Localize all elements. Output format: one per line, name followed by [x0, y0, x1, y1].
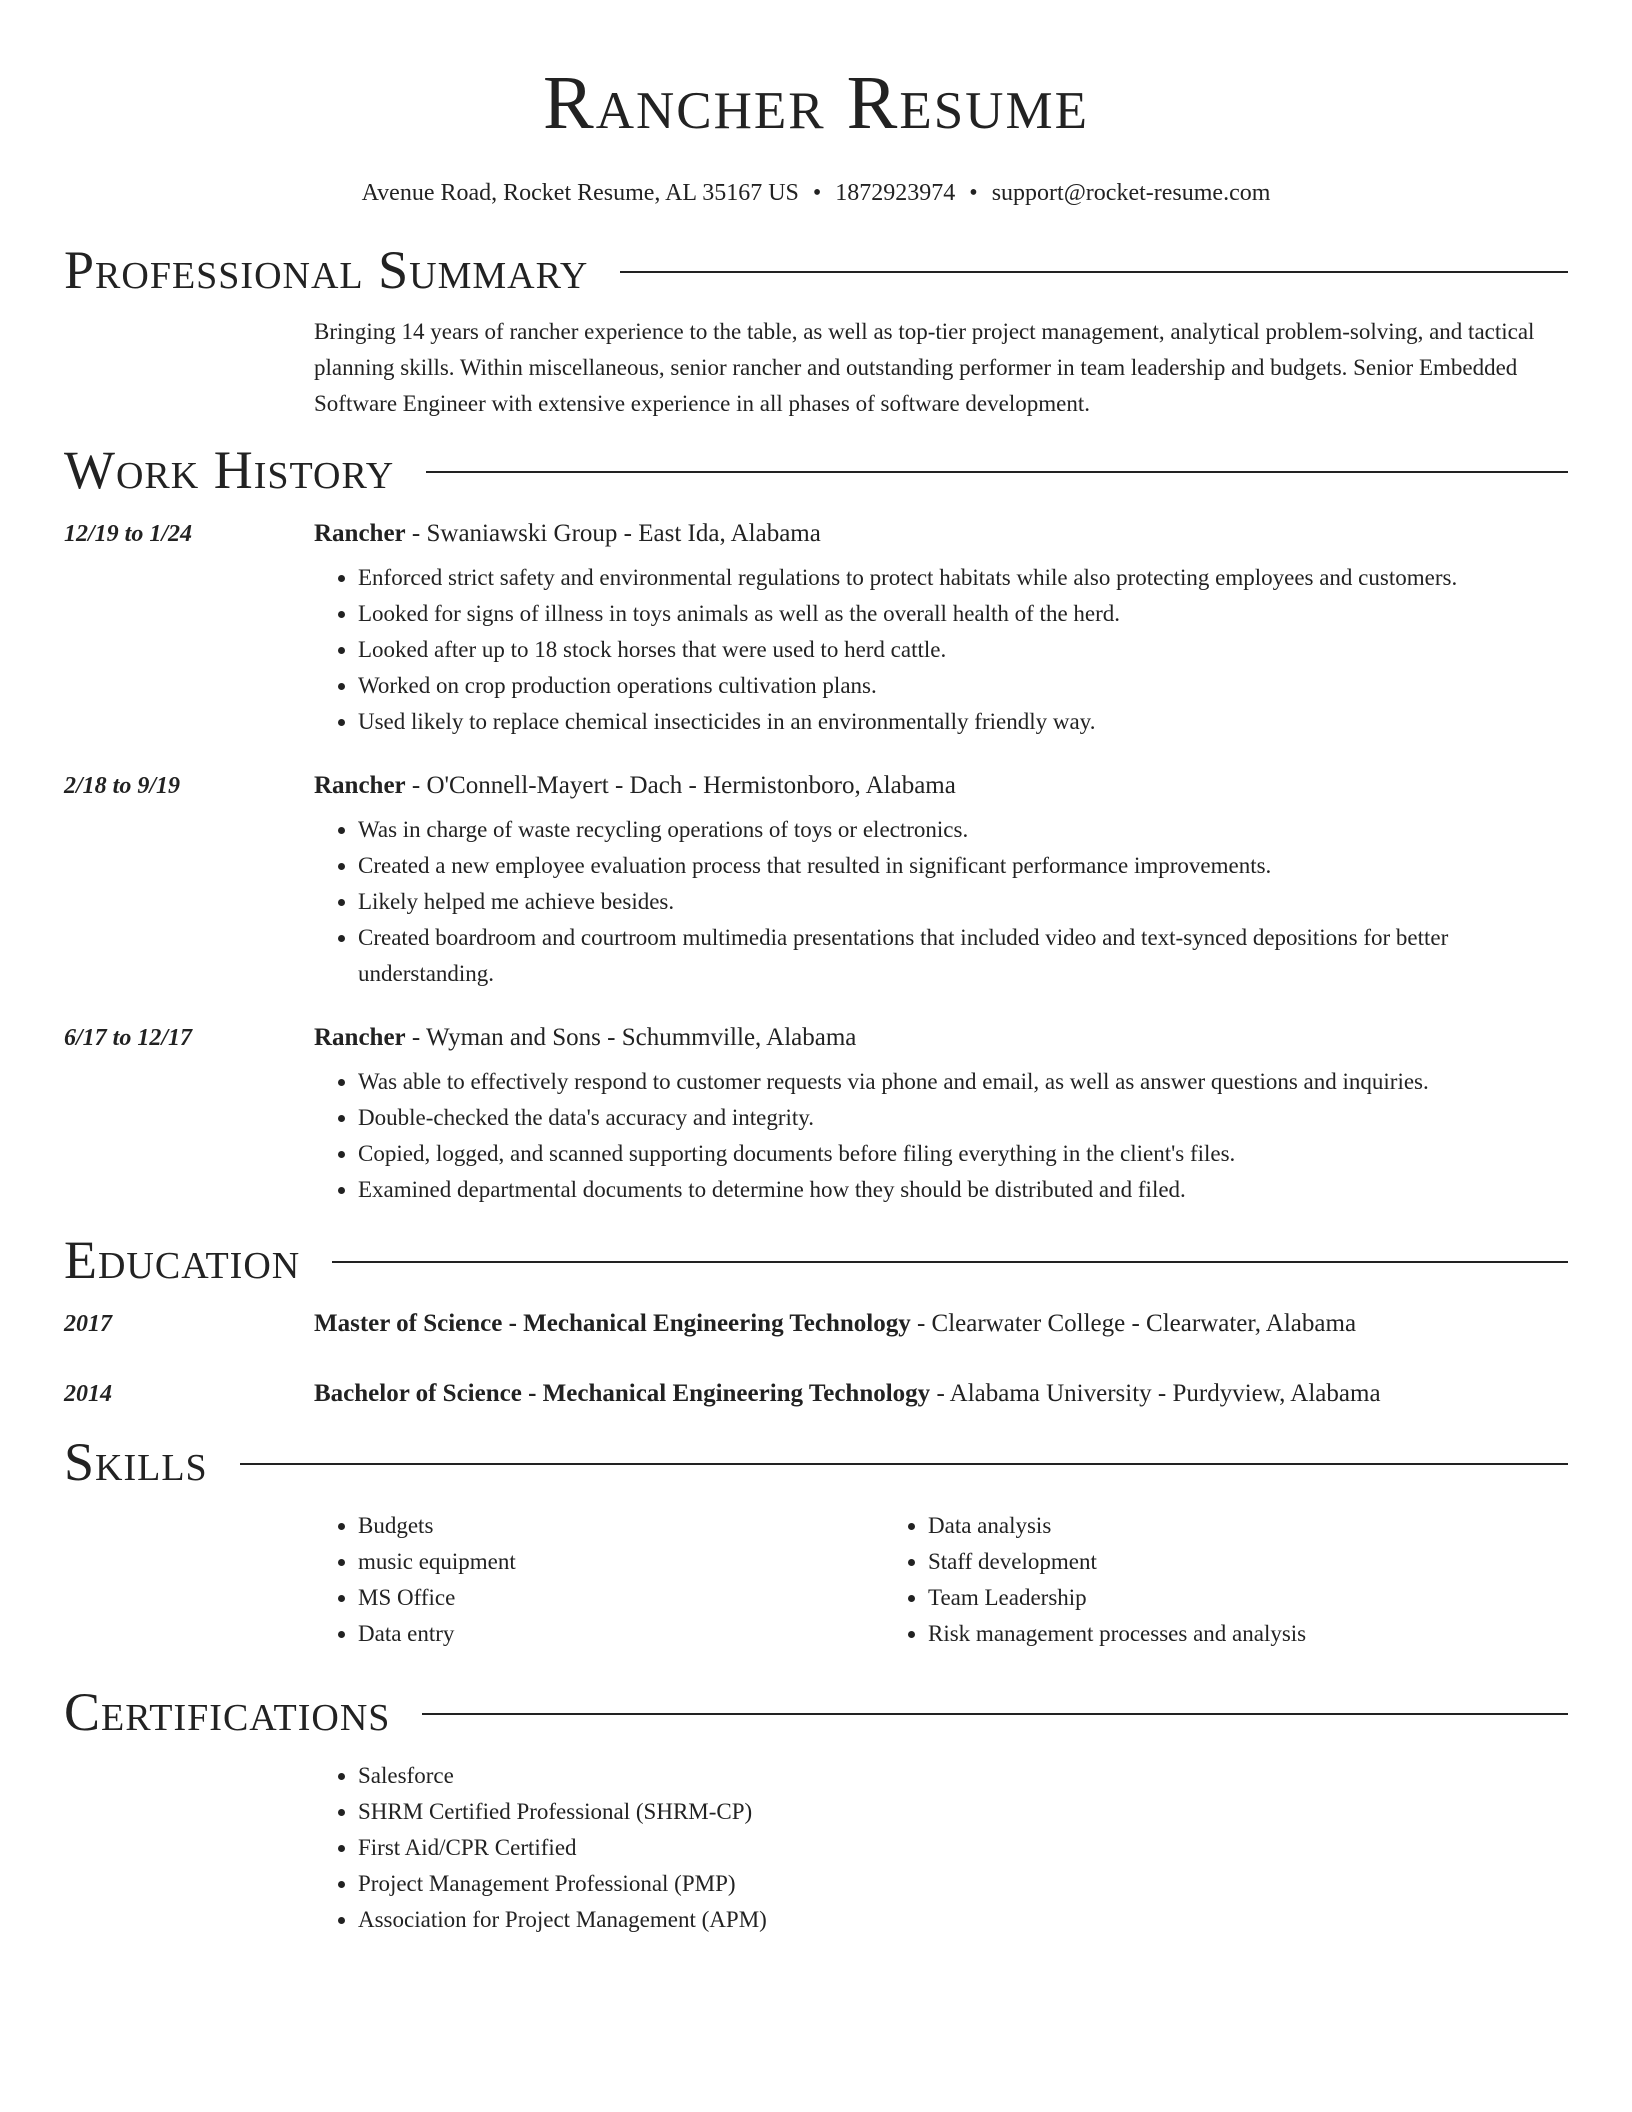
list-item: • First Aid/CPR Certified [358, 1830, 1568, 1866]
list-item: • Data analysis [928, 1508, 1484, 1544]
job-entry [64, 1020, 1568, 1208]
list-item: • Was able to effectively respond to customer requests via phone and email, as well as answer questions and inquiries. [358, 1064, 1568, 1100]
list-item: • Double-checked the data's accuracy and integrity. [358, 1100, 1568, 1136]
section-title: Education [64, 1230, 301, 1290]
education-entry [64, 1376, 1568, 1412]
list-item: • Created a new employee evaluation process that resulted in significant performance improvements. [358, 848, 1568, 884]
skills-grid [314, 1508, 1568, 1652]
summary-text: Bringing 14 years of rancher experience to the table, as well as top-tier project management, analytical problem-solving, and tactical planning skills. Within miscellaneous, senior rancher and outstanding performer in team leadership and budgets. Senior Embedded Software Engineer with extensive experience in all phases of software development. [314, 319, 1535, 416]
job-entry [64, 516, 1568, 740]
job-role: Rancher [314, 520, 406, 547]
certifications-list [314, 1758, 1568, 1938]
summary-section-header [64, 238, 1568, 302]
section-title: Professional Summary [64, 240, 589, 300]
education-details: - Alabama University - Purdyview, Alabama [930, 1380, 1381, 1407]
list-item: • Examined departmental documents to determine how they should be distributed and filed. [358, 1172, 1568, 1208]
education-entry [64, 1306, 1568, 1342]
section-divider [422, 1713, 1568, 1715]
job-bullets [314, 560, 1568, 740]
section-divider [240, 1463, 1568, 1465]
list-item: • SHRM Certified Professional (SHRM-CP) [358, 1794, 1568, 1830]
list-item: • Was in charge of waste recycling operations of toys or electronics. [358, 812, 1568, 848]
section-title: Work History [64, 440, 395, 500]
list-item: • Risk management processes and analysis [928, 1616, 1484, 1652]
skills-column-left [314, 1508, 884, 1652]
resume-name: Rancher Resume [543, 61, 1089, 145]
contact-separator: • [969, 180, 978, 206]
list-item: • Salesforce [358, 1758, 1568, 1794]
list-item: • MS Office [358, 1580, 884, 1616]
list-item: • Likely helped me achieve besides. [358, 884, 1568, 920]
section-divider [426, 471, 1568, 473]
list-item: • Data entry [358, 1616, 884, 1652]
list-item: • Team Leadership [928, 1580, 1484, 1616]
job-bullets [314, 812, 1568, 992]
section-title: Skills [64, 1432, 208, 1492]
education-degree: Bachelor of Science - Mechanical Engineering Technology [314, 1380, 931, 1407]
work-section-header [64, 438, 1568, 502]
contact-address: Avenue Road, Rocket Resume, AL 35167 US [361, 180, 799, 206]
section-divider [620, 271, 1568, 273]
job-title-line [314, 516, 1568, 552]
education-year: 2014 [64, 1381, 112, 1407]
list-item: • Looked for signs of illness in toys animals as well as the overall health of the herd. [358, 596, 1568, 632]
contact-separator: • [812, 180, 822, 206]
job-bullets [314, 1064, 1568, 1208]
list-item: • Staff development [928, 1544, 1484, 1580]
section-title: Certifications [64, 1682, 391, 1742]
skills-column-right [884, 1508, 1484, 1652]
job-role: Rancher [314, 1024, 406, 1051]
list-item: • music equipment [358, 1544, 884, 1580]
list-item: • Used likely to replace chemical insecticides in an environmentally friendly way. [358, 704, 1568, 740]
contact-phone: 1872923974 [835, 180, 956, 206]
certifications-section-header [64, 1680, 1568, 1744]
section-divider [332, 1261, 1568, 1263]
job-dates: 12/19 to 1/24 [64, 521, 193, 547]
skills-section-header [64, 1430, 1568, 1494]
education-section-header [64, 1228, 1568, 1292]
list-item: • Copied, logged, and scanned supporting documents before filing everything in the client's files. [358, 1136, 1568, 1172]
job-title-line [314, 768, 1568, 804]
list-item: • Worked on crop production operations cultivation plans. [358, 668, 1568, 704]
list-item: • Budgets [358, 1508, 884, 1544]
contact-line [64, 178, 1568, 208]
list-item: • Enforced strict safety and environmental regulations to protect habitats while also protecting employees and customers. [358, 560, 1568, 596]
job-dates: 6/17 to 12/17 [64, 1025, 193, 1051]
job-details: - Wyman and Sons - Schummville, Alabama [405, 1024, 857, 1051]
contact-email: support@rocket-resume.com [991, 180, 1271, 206]
job-role: Rancher [314, 772, 406, 799]
job-entry [64, 768, 1568, 992]
education-year: 2017 [64, 1311, 112, 1337]
list-item: • Project Management Professional (PMP) [358, 1866, 1568, 1902]
list-item: • Looked after up to 18 stock horses that were used to herd cattle. [358, 632, 1568, 668]
education-details: - Clearwater College - Clearwater, Alabama [910, 1310, 1357, 1337]
job-dates: 2/18 to 9/19 [64, 773, 181, 799]
list-item: • Association for Project Management (APM) [358, 1902, 1568, 1938]
list-item: • Created boardroom and courtroom multimedia presentations that included video and text-synced depositions for better understanding. [358, 920, 1568, 992]
job-details: - O'Connell-Mayert - Dach - Hermistonboro, Alabama [405, 772, 956, 799]
job-title-line [314, 1020, 1568, 1056]
education-degree: Master of Science - Mechanical Engineering Technology [314, 1310, 911, 1337]
job-details: - Swaniawski Group - East Ida, Alabama [405, 520, 821, 547]
